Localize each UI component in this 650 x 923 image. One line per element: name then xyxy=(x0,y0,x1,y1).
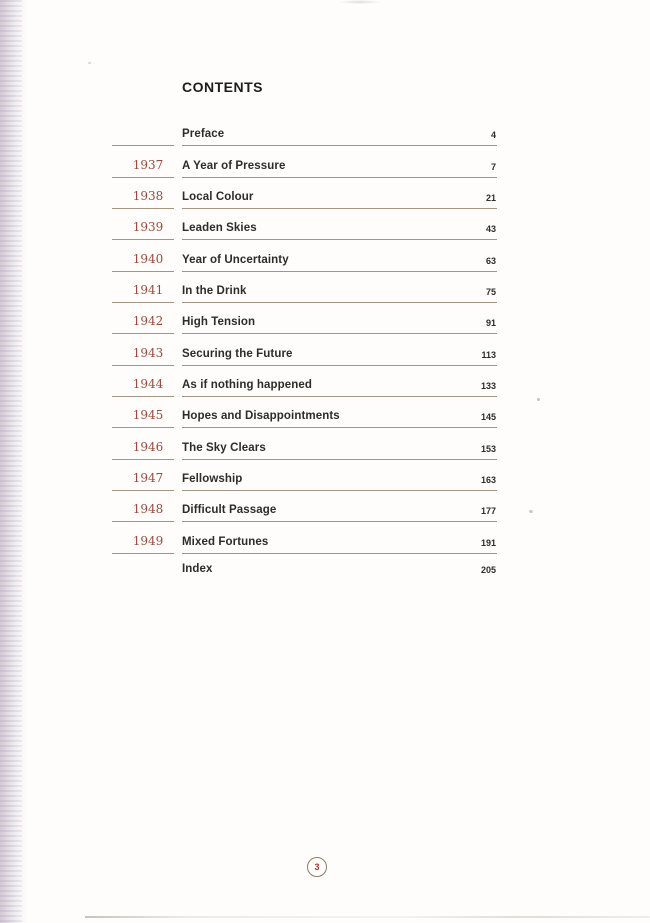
toc-page-number: 4 xyxy=(490,130,496,141)
table-row xyxy=(112,334,497,365)
toc-page-number: 113 xyxy=(481,349,496,360)
toc-title: Preface xyxy=(182,128,225,141)
toc-title-cell xyxy=(182,366,497,397)
toc-year-cell xyxy=(112,240,174,271)
toc-title-cell xyxy=(182,178,497,209)
toc-year-cell xyxy=(112,397,174,428)
toc-year: 1938 xyxy=(132,189,164,204)
table-row xyxy=(112,178,497,209)
column-gap xyxy=(174,146,182,177)
toc-title: Year of Uncertainty xyxy=(182,253,289,266)
table-row xyxy=(112,272,497,303)
toc-title: Fellowship xyxy=(182,473,243,486)
toc-title-cell xyxy=(182,554,497,585)
toc-title: Difficult Passage xyxy=(182,504,277,517)
toc-title-cell xyxy=(182,522,497,553)
toc-page-number: 163 xyxy=(480,475,496,486)
toc-title: Hopes and Disappointments xyxy=(182,410,340,423)
scan-page-edge xyxy=(85,916,650,918)
toc-title-cell xyxy=(182,303,497,334)
column-gap xyxy=(174,366,182,397)
toc-year: 1942 xyxy=(132,314,164,329)
toc-year-cell xyxy=(112,428,174,459)
toc-page-number: 177 xyxy=(480,506,496,517)
toc-page-number: 91 xyxy=(485,318,496,329)
column-gap xyxy=(174,491,182,522)
toc-year: 1943 xyxy=(132,345,164,360)
toc-title-cell xyxy=(182,240,497,271)
toc-year: 1948 xyxy=(132,502,164,517)
toc-year-cell xyxy=(112,334,174,365)
toc-page-number: 63 xyxy=(485,255,496,266)
column-gap xyxy=(174,428,182,459)
table-row xyxy=(112,146,497,177)
column-gap xyxy=(174,397,182,428)
toc-title: A Year of Pressure xyxy=(182,159,286,172)
table-row xyxy=(112,554,497,585)
column-gap xyxy=(174,460,182,491)
toc-year-cell xyxy=(112,522,174,553)
table-row xyxy=(112,428,497,459)
scan-speck xyxy=(529,509,534,513)
toc-title-cell xyxy=(182,146,497,177)
toc-year-cell xyxy=(112,146,174,177)
footer-page-number: 3 xyxy=(307,857,327,877)
table-row xyxy=(112,491,497,522)
toc-title-cell xyxy=(182,209,497,240)
toc-page-number: 133 xyxy=(480,381,496,392)
toc-year: 1940 xyxy=(132,251,164,266)
toc-year-cell xyxy=(112,303,174,334)
toc-page-number: 21 xyxy=(485,193,496,204)
toc-year: 1944 xyxy=(132,377,164,392)
scan-speck xyxy=(88,62,91,64)
table-row xyxy=(112,366,497,397)
toc-title: Leaden Skies xyxy=(182,222,257,235)
toc-title: Index xyxy=(182,563,213,576)
toc-title-cell xyxy=(182,115,497,146)
toc-page-number: 205 xyxy=(480,565,496,576)
toc-year-cell xyxy=(112,460,174,491)
toc-title: The Sky Clears xyxy=(182,441,266,454)
toc-title: High Tension xyxy=(182,316,256,329)
scan-banding-fade xyxy=(10,0,40,923)
toc-title-cell xyxy=(182,334,497,365)
column-gap xyxy=(174,334,182,365)
toc-year-cell xyxy=(112,178,174,209)
contents-heading: CONTENTS xyxy=(182,79,263,96)
toc-title: Mixed Fortunes xyxy=(182,535,269,548)
toc-year-cell xyxy=(112,272,174,303)
toc-page-number: 43 xyxy=(485,224,496,235)
toc-page-number: 191 xyxy=(480,537,496,548)
toc-title-cell xyxy=(182,272,497,303)
toc-page-number: 153 xyxy=(480,443,496,454)
toc-year-cell xyxy=(112,209,174,240)
toc-year-cell xyxy=(112,491,174,522)
column-gap xyxy=(174,554,182,585)
column-gap xyxy=(174,209,182,240)
column-gap xyxy=(174,522,182,553)
toc-year: 1941 xyxy=(132,283,164,298)
toc-title: Local Colour xyxy=(182,191,254,204)
table-row xyxy=(112,115,497,146)
toc-page-number: 75 xyxy=(485,287,496,298)
toc-year: 1937 xyxy=(132,157,164,172)
toc-title: Securing the Future xyxy=(182,347,293,360)
toc-page-number: 145 xyxy=(480,412,496,423)
column-gap xyxy=(174,303,182,334)
column-gap xyxy=(174,240,182,271)
toc-title: As if nothing happened xyxy=(182,379,312,392)
toc-year: 1947 xyxy=(132,471,164,486)
table-row xyxy=(112,209,497,240)
scan-smudge xyxy=(338,0,382,4)
toc-year: 1946 xyxy=(132,439,164,454)
table-row xyxy=(112,460,497,491)
column-gap xyxy=(174,272,182,303)
toc-title: In the Drink xyxy=(182,285,247,298)
toc-title-cell xyxy=(182,397,497,428)
toc-year: 1939 xyxy=(132,220,164,235)
toc-year: 1949 xyxy=(132,533,164,548)
table-row xyxy=(112,522,497,553)
toc-year-cell xyxy=(112,366,174,397)
scan-speck xyxy=(537,398,540,401)
table-row xyxy=(112,397,497,428)
toc-year: 1945 xyxy=(132,408,164,423)
column-gap xyxy=(174,178,182,209)
column-gap xyxy=(174,115,182,146)
table-row xyxy=(112,240,497,271)
toc-table xyxy=(112,115,497,585)
table-row xyxy=(112,303,497,334)
toc-title-cell xyxy=(182,491,497,522)
toc-page-number: 7 xyxy=(490,161,496,172)
toc-year-cell xyxy=(112,115,174,146)
toc-title-cell xyxy=(182,428,497,459)
toc-year-cell xyxy=(112,554,174,585)
toc-title-cell xyxy=(182,460,497,491)
